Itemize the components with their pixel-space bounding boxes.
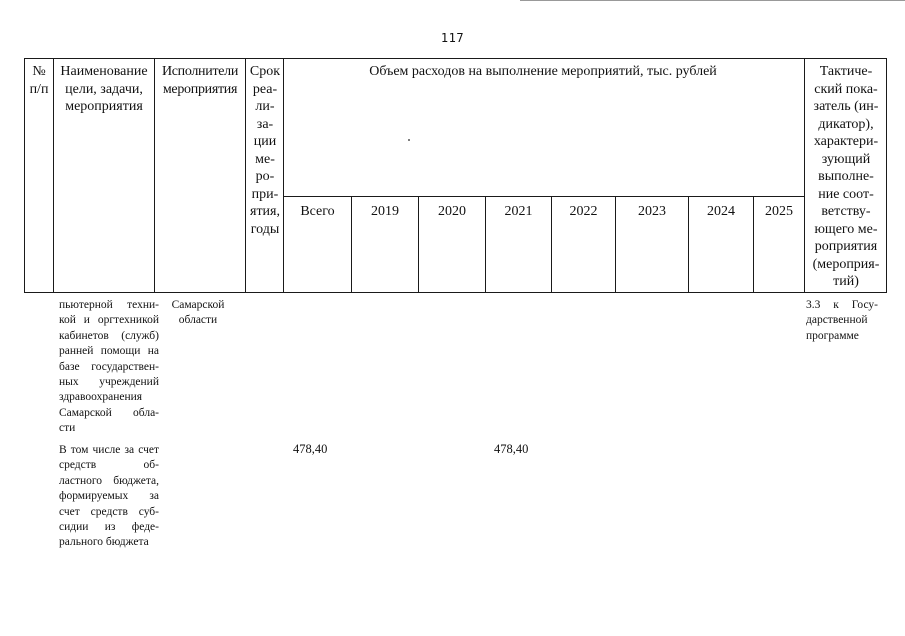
- header-indicator: Тактиче- ский пока- затель (ин- дикатор), характери- зующий выполне- ние соот- ветству- ющего ме- роприятия (мероприя- тий): [812, 64, 880, 289]
- year-header-2020: 2020: [438, 204, 466, 219]
- scan-edge-line: [520, 0, 905, 1]
- header-name: Наименование цели, задачи, мероприятия: [60, 64, 148, 114]
- row2-total: 478,40: [293, 442, 328, 456]
- header-expenses: Объем расходов на выполнение мероприятий, тыс. рублей: [369, 64, 717, 79]
- row2-name: В том числе за счет средств об- ластного бюджета, формируемых за счет средств суб- сидии из феде- рального бюджета: [59, 444, 159, 549]
- col-border: [24, 58, 25, 293]
- col-border: [53, 58, 54, 293]
- years-row-border: [283, 196, 804, 197]
- year-header-2023: 2023: [638, 204, 666, 219]
- year-header-2025: 2025: [765, 204, 793, 219]
- col-border: [245, 58, 246, 293]
- header-executor: Исполнители мероприятия: [161, 64, 239, 97]
- row1-indicator: 3.3 к Госу- дарственной программе: [806, 299, 878, 342]
- header-term: Срок реа- ли- за- ции ме- ро- при- ятия, годы: [249, 64, 281, 237]
- year-header-2022: 2022: [569, 204, 598, 219]
- col-border: [886, 58, 887, 293]
- scan-speck: [408, 139, 410, 141]
- row1-executor: Самарской области: [171, 299, 225, 327]
- page-number: 117: [440, 31, 465, 45]
- year-header-2021: 2021: [504, 204, 533, 219]
- year-header-total: Всего: [300, 204, 335, 219]
- year-header-2019: 2019: [371, 204, 399, 219]
- row2-2021: 478,40: [494, 442, 529, 456]
- row1-name: пьютерной техни- кой и оргтехникой кабинетов (служб) ранней помощи на базе государствен- ных учреждений здравоохранения Самарской обла- сти: [59, 299, 159, 435]
- col-border: [804, 58, 805, 293]
- col-border: [283, 58, 284, 293]
- header-num: № п/п: [29, 64, 49, 97]
- year-header-2024: 2024: [707, 204, 735, 219]
